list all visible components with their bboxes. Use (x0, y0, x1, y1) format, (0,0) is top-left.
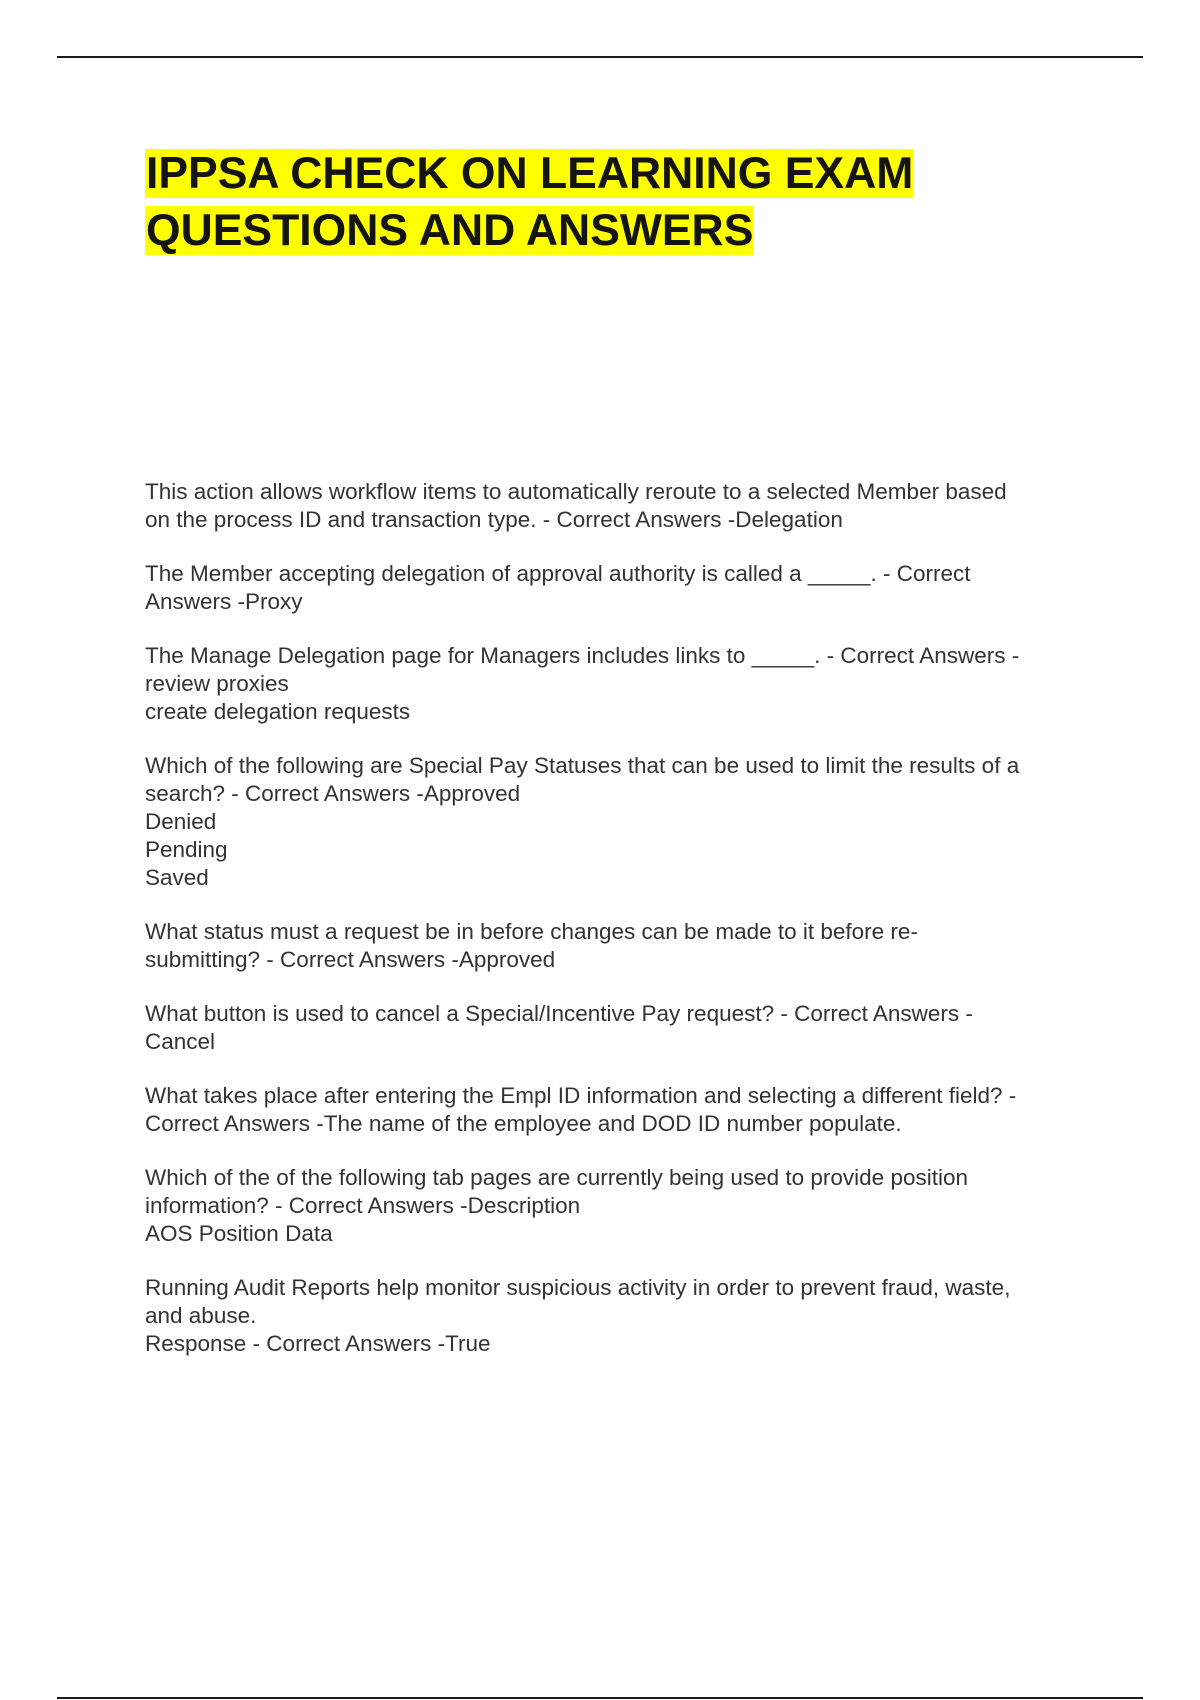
qa-line: Which of the following are Special Pay Statuses that can be used to limit the results of a (145, 753, 1020, 778)
qa-line: submitting? - Correct Answers -Approved (145, 947, 556, 972)
qa-line: search? - Correct Answers -Approved (145, 781, 521, 806)
qa-item (145, 560, 1090, 616)
footer-rule (57, 1697, 1143, 1699)
qa-line: What button is used to cancel a Special/Incentive Pay request? - Correct Answers - (145, 1001, 973, 1026)
qa-line: Saved (145, 865, 209, 890)
qa-item (145, 478, 1090, 534)
qa-line: Running Audit Reports help monitor suspicious activity in order to prevent fraud, waste, (145, 1275, 1011, 1300)
qa-line: Cancel (145, 1029, 216, 1054)
qa-item (145, 1274, 1090, 1358)
qa-line: Response - Correct Answers -True (145, 1331, 491, 1356)
qa-item (145, 1082, 1090, 1138)
qa-line: The Manage Delegation page for Managers includes links to _____. - Correct Answers - (145, 643, 1020, 668)
qa-line: AOS Position Data (145, 1221, 333, 1246)
qa-line: review proxies (145, 671, 289, 696)
qa-line: Correct Answers -The name of the employee and DOD ID number populate. (145, 1111, 902, 1136)
qa-line: Denied (145, 809, 217, 834)
title-highlight (145, 149, 914, 255)
qa-item (145, 1000, 1090, 1056)
qa-item (145, 642, 1090, 726)
qa-line: What status must a request be in before changes can be made to it before re- (145, 919, 918, 944)
qa-line: This action allows workflow items to automatically reroute to a selected Member based (145, 479, 1007, 504)
qa-line: Answers -Proxy (145, 589, 303, 614)
qa-item (145, 752, 1090, 892)
qa-line: The Member accepting delegation of approval authority is called a _____. - Correct (145, 561, 971, 586)
title-line: QUESTIONS AND ANSWERS (146, 206, 754, 255)
title-line: IPPSA CHECK ON LEARNING EXAM (146, 149, 914, 198)
qa-line: create delegation requests (145, 699, 411, 724)
qa-line: information? - Correct Answers -Description (145, 1193, 581, 1218)
qa-line: Pending (145, 837, 228, 862)
header-rule (57, 56, 1143, 58)
qa-item (145, 1164, 1090, 1248)
qa-line: and abuse. (145, 1303, 257, 1328)
qa-list (145, 478, 1090, 1384)
qa-line: on the process ID and transaction type. - Correct Answers -Delegation (145, 507, 843, 532)
qa-item (145, 918, 1090, 974)
qa-line: What takes place after entering the Empl ID information and selecting a different field? - (145, 1083, 1017, 1108)
qa-line: Which of the of the following tab pages are currently being used to provide position (145, 1165, 968, 1190)
page-title (145, 145, 1105, 259)
